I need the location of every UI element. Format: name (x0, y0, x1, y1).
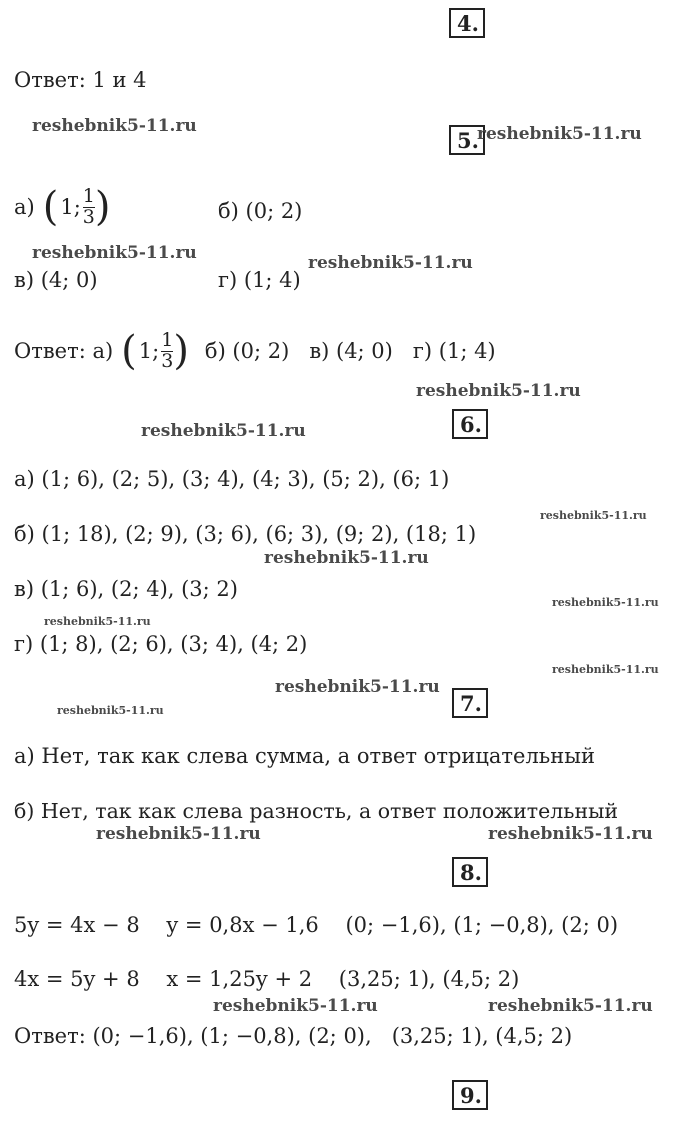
watermark: reshebnik5-11.ru (141, 421, 306, 441)
problem-number-5: 5. (449, 125, 485, 155)
left-paren: ( (42, 184, 59, 230)
answer-4: Ответ: 1 и 4 (14, 68, 147, 92)
right-paren: ) (94, 184, 111, 230)
watermark: reshebnik5-11.ru (488, 824, 653, 844)
p5-item-a (14, 182, 110, 232)
watermark: reshebnik5-11.ru (540, 509, 647, 522)
watermark: reshebnik5-11.ru (44, 615, 151, 628)
p8-line-2: 4x = 5y + 8 x = 1,25y + 2 (3,25; 1), (4,5; 2) (14, 967, 520, 991)
watermark: reshebnik5-11.ru (308, 253, 473, 273)
watermark: reshebnik5-11.ru (32, 116, 197, 136)
p5-a-numerator: 1 (82, 184, 95, 207)
watermark: reshebnik5-11.ru (213, 996, 378, 1016)
right-paren: ) (173, 328, 189, 374)
watermark: reshebnik5-11.ru (57, 704, 164, 717)
p5-a-denominator: 3 (82, 205, 95, 228)
answer-5-point-a (121, 328, 189, 374)
left-paren: ( (121, 328, 137, 374)
p8-line-1: 5y = 4x − 8 y = 0,8x − 1,6 (0; −1,6), (1; −0,8), (2; 0) (14, 913, 619, 937)
answer-5-label: Ответ: а) (14, 338, 114, 363)
p5-item-c: в) (4; 0) (14, 268, 98, 292)
p5-item-b: б) (0; 2) (218, 199, 303, 223)
watermark: reshebnik5-11.ru (488, 996, 653, 1016)
p6-item-a: а) (1; 6), (2; 5), (3; 4), (4; 3), (5; 2), (6; 1) (14, 467, 450, 491)
watermark: reshebnik5-11.ru (264, 548, 429, 568)
p6-item-c: в) (1; 6), (2; 4), (3; 2) (14, 577, 238, 601)
watermark: reshebnik5-11.ru (96, 824, 261, 844)
p5-a-fraction (82, 184, 95, 228)
problem-number-4: 4. (449, 8, 485, 38)
watermark: reshebnik5-11.ru (477, 124, 642, 144)
watermark: reshebnik5-11.ru (416, 381, 581, 401)
watermark: reshebnik5-11.ru (552, 663, 659, 676)
p5-a-point (42, 184, 111, 230)
p7-item-b: б) Нет, так как слева разность, а ответ положительный (14, 799, 619, 823)
p6-item-b: б) (1; 18), (2; 9), (3; 6), (6; 3), (9; 2), (18; 1) (14, 522, 477, 546)
p5-item-d: г) (1; 4) (218, 268, 301, 292)
p6-item-d: г) (1; 8), (2; 6), (3; 4), (4; 2) (14, 632, 308, 656)
answer-5-fraction (161, 328, 174, 372)
answer-8: Ответ: (0; −1,6), (1; −0,8), (2; 0), (3,25; 1), (4,5; 2) (14, 1024, 573, 1048)
answer-5-rest: б) (0; 2) в) (4; 0) г) (1; 4) (204, 338, 496, 363)
answer-5-numerator: 1 (161, 328, 174, 351)
watermark: reshebnik5-11.ru (552, 596, 659, 609)
problem-number-8: 8. (452, 857, 488, 887)
answer-5 (14, 325, 496, 377)
p5-a-prefix: 1; (60, 194, 81, 219)
watermark: reshebnik5-11.ru (32, 243, 197, 263)
watermark: reshebnik5-11.ru (275, 677, 440, 697)
p5-a-label: а) (14, 194, 35, 219)
problem-number-6: 6. (452, 409, 488, 439)
problem-number-9: 9. (452, 1080, 488, 1110)
p7-item-a: а) Нет, так как слева сумма, а ответ отрицательный (14, 744, 595, 768)
problem-number-7: 7. (452, 688, 488, 718)
answer-5-a-prefix: 1; (138, 338, 160, 363)
answer-5-denominator: 3 (161, 349, 174, 372)
